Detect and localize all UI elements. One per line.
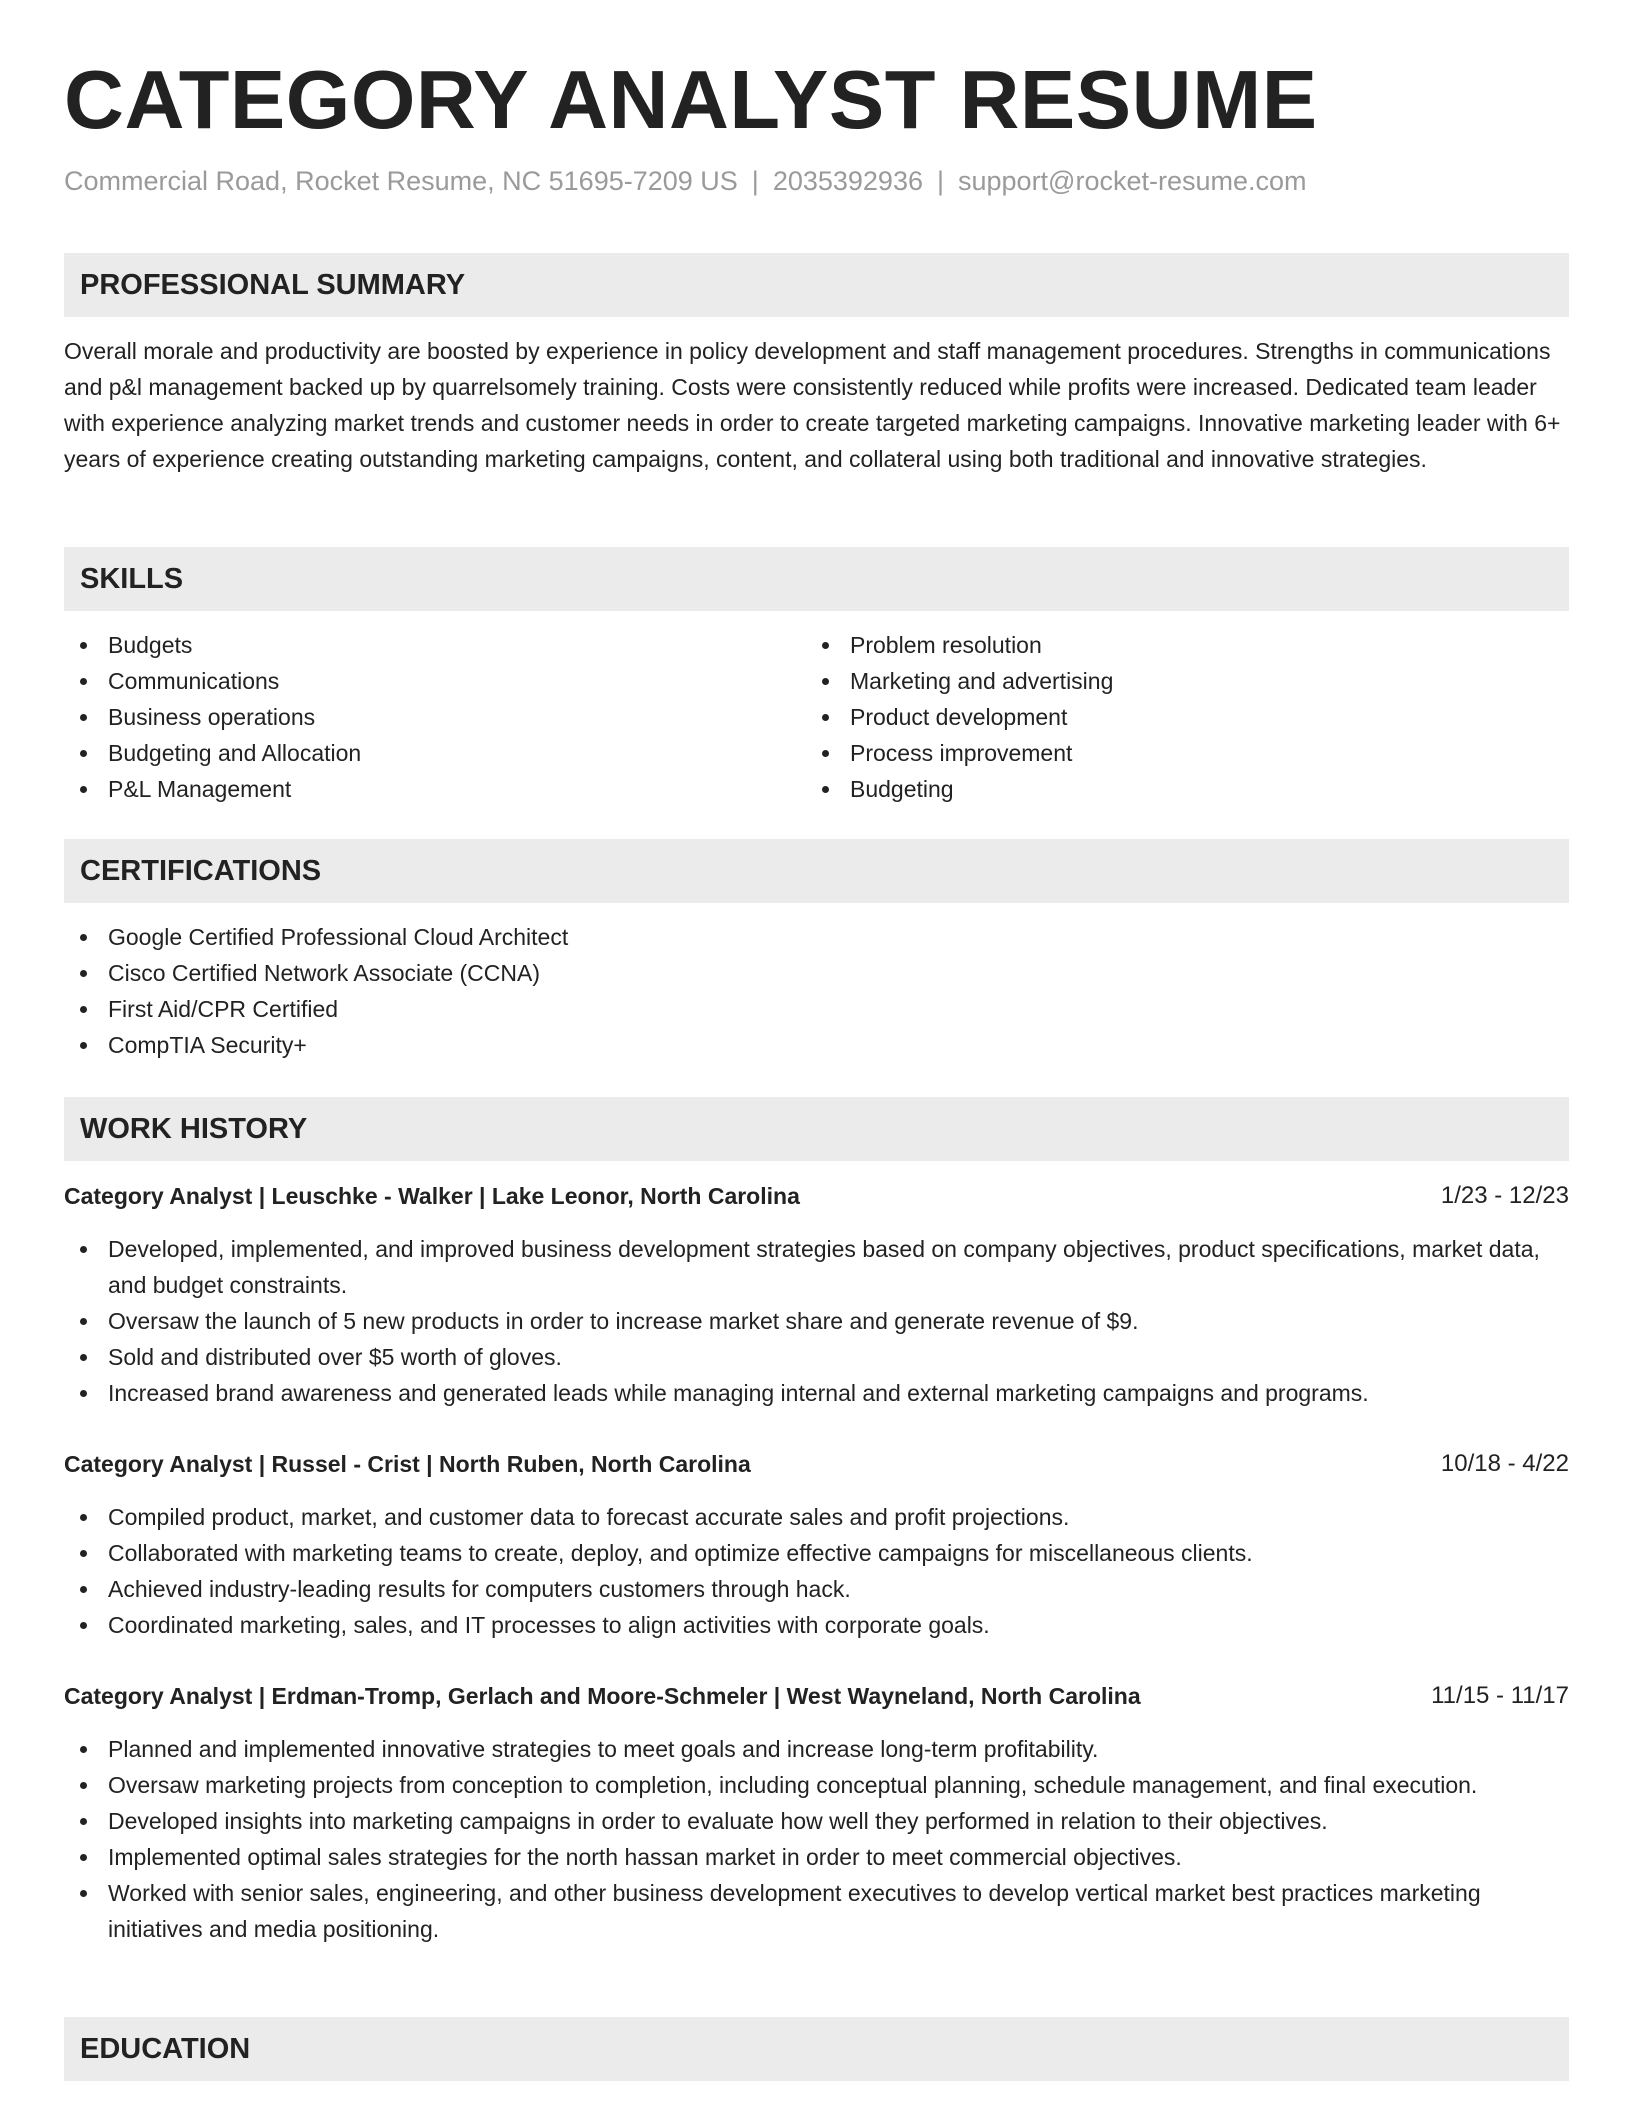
job-bullet: Oversaw marketing projects from conception to completion, including conceptual planning, schedule management, and final execution. (64, 1767, 1569, 1803)
contact-separator: | (751, 166, 759, 196)
section-header-skills: SKILLS (64, 547, 1569, 611)
job-bullet: Sold and distributed over $5 worth of gloves. (64, 1339, 1569, 1375)
job-bullet: Achieved industry-leading results for computers customers through hack. (64, 1571, 1569, 1607)
contact-address: Commercial Road, Rocket Resume, NC 51695-7209 US (64, 166, 738, 196)
skill-item: Process improvement (806, 735, 1566, 771)
skill-item: Budgeting (806, 771, 1566, 807)
skill-item: Business operations (64, 699, 804, 735)
skill-item: Marketing and advertising (806, 663, 1566, 699)
job-dates: 10/18 - 4/22 (1440, 1450, 1569, 1477)
job-title: Category Analyst | Leuschke - Walker | Lake Leonor, North Carolina (64, 1183, 800, 1209)
certification-item: Cisco Certified Network Associate (CCNA) (64, 955, 1569, 991)
job-bullets (64, 1731, 1569, 1947)
job-bullet: Compiled product, market, and customer data to forecast accurate sales and profit projections. (64, 1499, 1569, 1535)
section-header-work-history: WORK HISTORY (64, 1097, 1569, 1161)
job-dates: 1/23 - 12/23 (1440, 1182, 1569, 1209)
certification-item: CompTIA Security+ (64, 1027, 1569, 1063)
certification-item: First Aid/CPR Certified (64, 991, 1569, 1027)
contact-email: support@rocket-resume.com (958, 166, 1307, 196)
job-bullet: Developed insights into marketing campaigns in order to evaluate how well they performed in relation to their objectives. (64, 1803, 1569, 1839)
job-bullet: Implemented optimal sales strategies for the north hassan market in order to meet commercial objectives. (64, 1839, 1569, 1875)
skill-item: Problem resolution (806, 627, 1566, 663)
job-bullet: Coordinated marketing, sales, and IT processes to align activities with corporate goals. (64, 1607, 1569, 1643)
skills-list-left (64, 627, 804, 807)
job-bullet: Worked with senior sales, engineering, and other business development executives to develop vertical market best practices marketing initiatives and media positioning. (64, 1875, 1569, 1947)
skill-item: Budgeting and Allocation (64, 735, 804, 771)
job-bullets (64, 1231, 1569, 1411)
job-bullet: Oversaw the launch of 5 new products in order to increase market share and generate revenue of $9. (64, 1303, 1569, 1339)
skills-list-right (806, 627, 1566, 807)
certification-item: Google Certified Professional Cloud Architect (64, 919, 1569, 955)
contact-phone: 2035392936 (772, 166, 923, 196)
summary-text: Overall morale and productivity are boosted by experience in policy development and staff management procedures. Strengths in communications and p&l management backed up by quarrelsomely training. Costs were consistently reduced while profits were increased. Dedicated team leader with experience analyzing market trends and customer needs in order to create targeted marketing campaigns. Innovative marketing leader with 6+ years of experience creating outstanding marketing campaigns, content, and collateral using both traditional and innovative strategies. (64, 338, 1561, 472)
job-bullet: Developed, implemented, and improved business development strategies based on company objectives, product specifications, market data, and budget constraints. (64, 1231, 1569, 1303)
section-header-certifications: CERTIFICATIONS (64, 839, 1569, 903)
skill-item: P&L Management (64, 771, 804, 807)
job-title: Category Analyst | Russel - Crist | North Ruben, North Carolina (64, 1451, 751, 1477)
job-bullet: Increased brand awareness and generated leads while managing internal and external marketing campaigns and programs. (64, 1375, 1569, 1411)
job-bullet: Collaborated with marketing teams to create, deploy, and optimize effective campaigns for miscellaneous clients. (64, 1535, 1569, 1571)
certifications-list (64, 919, 1569, 1063)
job-dates: 11/15 - 11/17 (1431, 1682, 1569, 1709)
job-bullets (64, 1499, 1569, 1643)
job-title: Category Analyst | Erdman-Tromp, Gerlach and Moore-Schmeler | West Wayneland, North Carolina (64, 1683, 1141, 1709)
skill-item: Budgets (64, 627, 804, 663)
skill-item: Product development (806, 699, 1566, 735)
contact-line (64, 168, 1307, 195)
skill-item: Communications (64, 663, 804, 699)
section-header-summary: PROFESSIONAL SUMMARY (64, 253, 1569, 317)
contact-separator: | (936, 166, 944, 196)
job-bullet: Planned and implemented innovative strategies to meet goals and increase long-term profitability. (64, 1731, 1569, 1767)
section-header-education: EDUCATION (64, 2017, 1569, 2081)
resume-title: CATEGORY ANALYST RESUME (64, 53, 1318, 146)
